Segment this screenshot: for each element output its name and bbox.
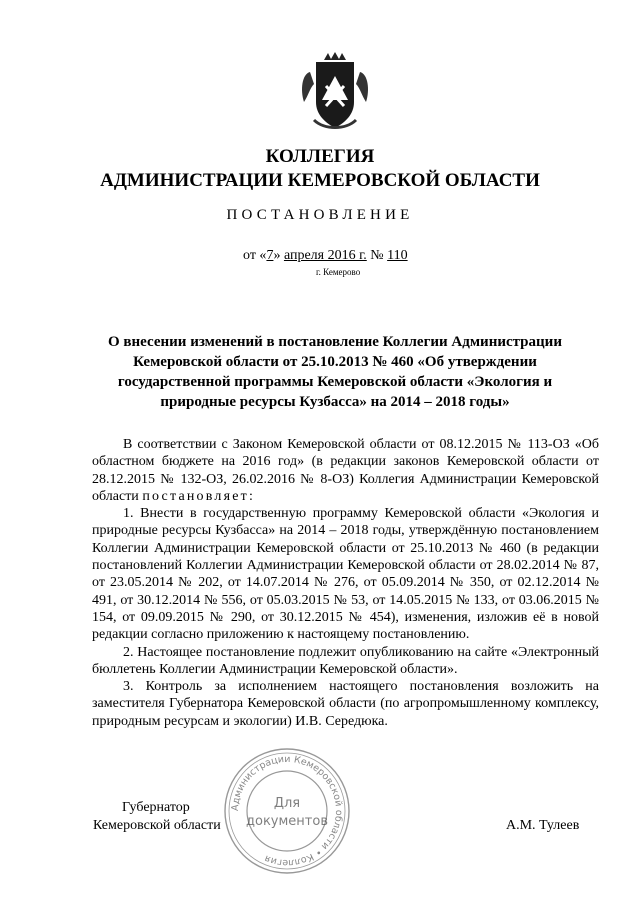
paragraph-item-3: 3. Контроль за исполнением настоящего постановления возложить на заместителя Губернатора Кемеровской области (по агропромышленному комплексу, природным ресурсам и экологии) И.В. Середюка. xyxy=(92,679,599,729)
number-label: № xyxy=(370,248,384,263)
signatory-title-line1: Губернатор xyxy=(122,800,190,815)
date-mid: » xyxy=(273,248,281,263)
document-type: ПОСТАНОВЛЕНИЕ xyxy=(226,207,414,223)
stamp-center-line2: документов xyxy=(246,814,328,829)
stamp-center-line1: Для xyxy=(273,796,301,811)
org-name-line1: КОЛЛЕГИЯ xyxy=(265,146,375,167)
city-name: г. Кемерово xyxy=(316,267,361,277)
coat-of-arms-icon xyxy=(300,50,370,132)
org-name-line2: АДМИНИСТРАЦИИ КЕМЕРОВСКОЙ ОБЛАСТИ xyxy=(100,170,540,191)
document-subject: О внесении изменений в постановление Коллегии Администрации Кемеровской области от 25.10.2013 № 460 «Об утверждении государственной программы Кемеровской области «Экология и природные ресурсы Кузбасса» на 2014 – 2018 годы» xyxy=(108,334,562,410)
signatory-title-line2: Кемеровской области xyxy=(93,818,221,833)
paragraph-item-1: 1. Внести в государственную программу Кемеровской области «Экология и природные ресурсы Кузбасса» на 2014 – 2018 годы, утверждённую постановлением Коллегии Администрации Кемеровской области от 25.10.2013 № 460 (в редакции постановлений Коллегии Администрации Кемеровской области от 28.02.2014 № 87, от 23.05.2014 № 202, от 14.07.2014 № 276, от 05.09.2014 № 350, от 02.12.2014 № 491, от 30.12.2014 № 556, от 05.03.2015 № 53, от 14.05.2015 № 133, от 03.06.2015 № 154, от 09.09.2015 № 290, от 30.12.2015 № 454), изменения, изложив её в новой редакции согласно приложению к настоящему постановлению. xyxy=(92,506,599,643)
signatory-name: А.М. Тулеев xyxy=(506,818,580,833)
document-number: 110 xyxy=(387,248,408,263)
date-prefix: от « xyxy=(243,248,267,263)
paragraph-item-2: 2. Настоящее постановление подлежит опубликованию на сайте «Электронный бюллетень Коллегии Администрации Кемеровской области». xyxy=(92,644,599,677)
date-month-year: апреля 2016 г. xyxy=(283,248,367,263)
official-stamp xyxy=(222,745,352,877)
document-body xyxy=(92,436,599,730)
intro-text: В соответствии с Законом Кемеровской области от 08.12.2015 № 113-ОЗ «Об областном бюджете на 2016 год» (в редакции законов Кемеровской области от 28.12.2015 № 132-ОЗ, 26.02.2016 № 8-ОЗ) Коллегия Администрации Кемеровской области xyxy=(92,437,599,504)
intro-spaced-text: постановляет: xyxy=(142,488,256,504)
stamp-ring-text: Администрации Кемеровской области • Коллегия xyxy=(229,753,345,869)
intro-paragraph xyxy=(92,436,599,505)
date-day: 7 xyxy=(266,248,274,263)
date-line xyxy=(243,248,408,264)
